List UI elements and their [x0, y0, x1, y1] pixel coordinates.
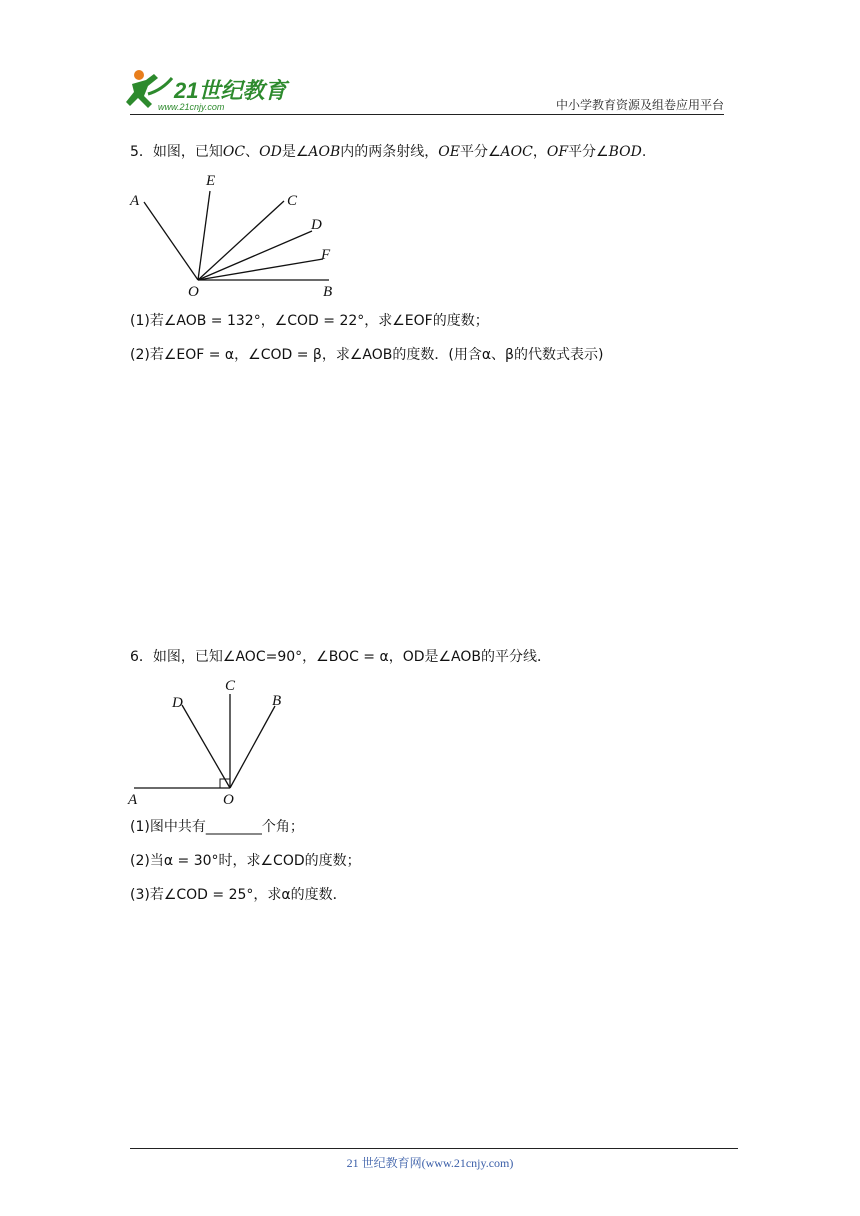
- runner-logo-icon: [122, 64, 297, 114]
- label-o: O: [223, 792, 234, 808]
- label-c: C: [287, 193, 298, 209]
- q5-stem-part: OD: [259, 144, 282, 160]
- q5-stem-part: AOC: [500, 144, 533, 160]
- q5-stem-part: 平分∠: [568, 144, 609, 160]
- q6-number: 6．: [130, 649, 153, 665]
- logo-url-text: www.21cnjy.com: [158, 102, 225, 112]
- footer-divider: [130, 1148, 738, 1149]
- header-platform-text: 中小学教育资源及组卷应用平台: [555, 98, 724, 112]
- q6-sub1: (1)图中共有________个角；: [130, 819, 304, 835]
- q5-stem-part: 是∠: [281, 144, 309, 160]
- q6-sub2: (2)当α = 30°时，求∠COD的度数；: [130, 853, 361, 869]
- ray-oe: [198, 191, 210, 280]
- label-d: D: [172, 695, 183, 711]
- label-o: O: [188, 284, 199, 300]
- q5-stem-part: AOB: [308, 144, 341, 160]
- label-e: E: [206, 173, 216, 189]
- q5-stem-part: OE: [438, 144, 460, 160]
- q6-stem-text: 如图，已知∠AOC=90°，∠BOC = α，OD是∠AOB的平分线．: [152, 649, 552, 665]
- q5-stem-part: 平分∠: [459, 144, 501, 160]
- q5-sub2: (2)若∠EOF = α，∠COD = β，求∠AOB的度数．(用含α、β的代数式表示): [130, 347, 604, 363]
- label-a: A: [128, 792, 138, 808]
- q5-angle-figure: [120, 165, 360, 305]
- q6-stem: [130, 647, 551, 667]
- q5-stem-part: 、: [245, 144, 260, 160]
- label-a: A: [130, 193, 140, 209]
- logo-main-text: 21世纪教育: [174, 78, 287, 103]
- q6-sub3: (3)若∠COD = 25°，求α的度数．: [130, 887, 347, 903]
- q5-stem-part: 如图，已知: [152, 144, 223, 160]
- ray-ob: [230, 706, 275, 788]
- label-b: B: [323, 284, 333, 300]
- q6-angle-figure: [120, 672, 320, 812]
- site-logo: [122, 64, 297, 114]
- label-d: D: [311, 217, 322, 233]
- label-b: B: [272, 693, 282, 709]
- q5-stem-part: OC: [222, 144, 246, 160]
- footer-text: 21 世纪教育网(www.21cnjy.com): [346, 1156, 514, 1170]
- q5-sub1: (1)若∠AOB = 132°，∠COD = 22°，求∠EOF的度数；: [130, 313, 489, 329]
- q5-number: 5．: [130, 144, 153, 160]
- ray-od: [182, 705, 230, 788]
- ray-oa: [144, 202, 198, 280]
- q5-stem-part: BOD: [608, 144, 642, 160]
- q5-stem-part: 内的两条射线，: [340, 144, 439, 160]
- q5-stem: [130, 142, 646, 162]
- label-c: C: [225, 678, 236, 694]
- q5-stem-part: .: [641, 144, 647, 160]
- q5-stem-part: OF: [546, 144, 569, 160]
- header-divider: [130, 114, 724, 115]
- q5-stem-part: ，: [532, 144, 547, 160]
- ray-od: [198, 231, 312, 280]
- label-f: F: [321, 247, 331, 263]
